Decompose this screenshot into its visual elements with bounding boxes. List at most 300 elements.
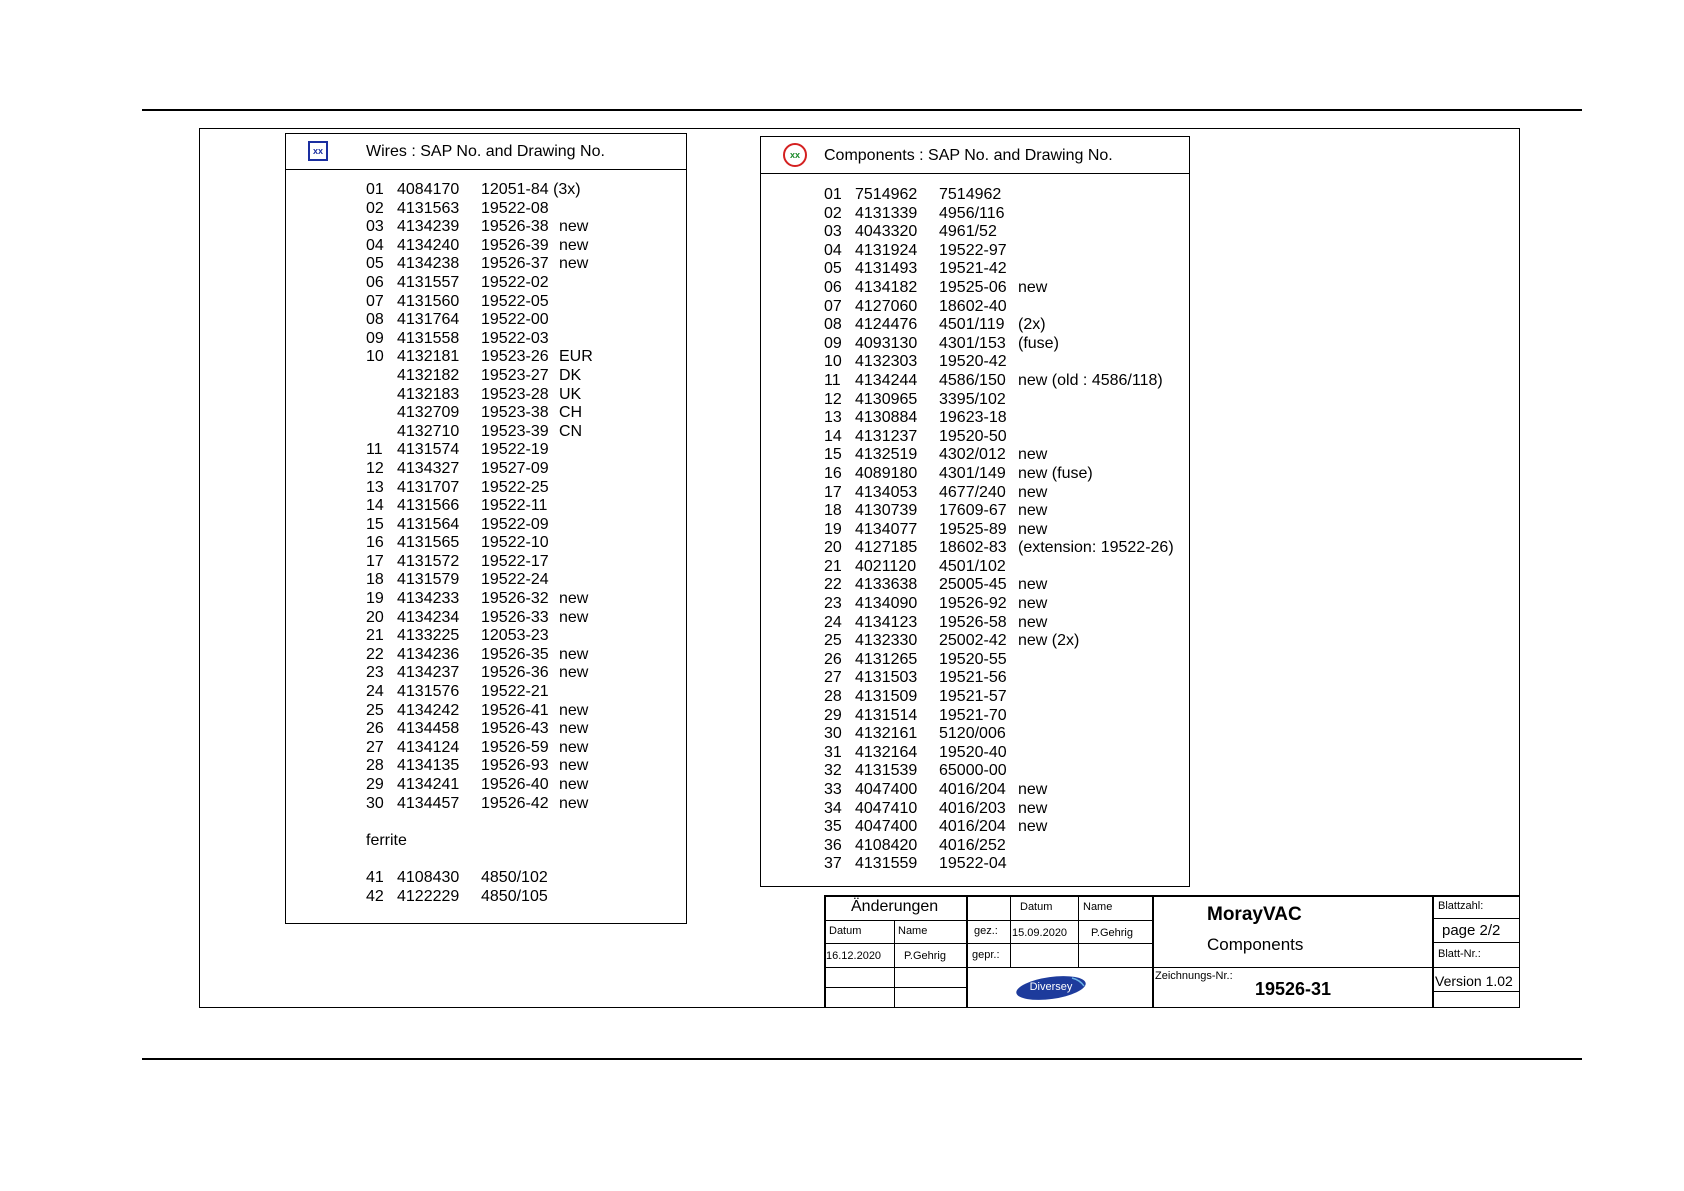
row-drawing-number: 19520-55 [939, 650, 1007, 668]
row-drawing-number: 19525-89 [939, 520, 1007, 538]
row-sap-number: 4131237 [855, 427, 918, 445]
row-position: 17 [366, 552, 384, 570]
drawing-no-label: Zeichnungs-Nr.: [1155, 970, 1233, 982]
row-note: EUR [559, 348, 593, 366]
row-position: 24 [366, 683, 384, 701]
list-row [366, 609, 676, 628]
row-sap-number: 4131493 [855, 260, 918, 278]
row-drawing-number: 19522-21 [481, 683, 549, 701]
row-drawing-number: 19526-93 [481, 757, 549, 775]
row-position: 23 [824, 595, 842, 613]
list-row [824, 260, 1184, 279]
row-sap-number: 4134457 [397, 794, 460, 812]
list-row [824, 837, 1184, 856]
row-position: 22 [824, 576, 842, 594]
row-sap-number: 4131764 [397, 311, 460, 329]
row-drawing-number: 3395/102 [939, 390, 1006, 408]
row-drawing-number: 19522-24 [481, 571, 549, 589]
row-sap-number: 4134124 [397, 738, 460, 756]
row-sap-number: 4093130 [855, 334, 918, 352]
row-drawing-number: 4016/252 [939, 836, 1006, 854]
row-note: new (old : 4586/118) [1018, 371, 1163, 389]
row-position: 01 [824, 186, 842, 203]
row-drawing-number: 19526-36 [481, 664, 549, 682]
row-drawing-number: 4302/012 [939, 446, 1006, 464]
wires-panel-header [286, 134, 686, 170]
list-row [366, 888, 676, 907]
list-row [366, 255, 676, 274]
row-drawing-number: 19526-35 [481, 645, 549, 663]
row-drawing-number: 4016/204 [939, 781, 1006, 798]
list-row [824, 576, 1184, 595]
row-drawing-number: 4961/52 [939, 223, 997, 241]
row-sap-number: 4130739 [855, 502, 918, 520]
row-position: 41 [366, 868, 384, 886]
row-drawing-number: 4586/150 [939, 371, 1006, 389]
row-position: 34 [824, 799, 842, 817]
row-sap-number: 4132519 [855, 446, 918, 464]
list-row [366, 404, 676, 423]
sheets-value: page 2/2 [1442, 922, 1501, 939]
row-drawing-number: 19521-42 [939, 260, 1007, 278]
row-drawing-number: 19623-18 [939, 409, 1007, 427]
row-sap-number: 4132183 [397, 385, 460, 403]
row-drawing-number: 7514962 [939, 186, 1002, 203]
row-position: 10 [824, 353, 842, 371]
row-note: new [559, 757, 589, 775]
row-position: 27 [824, 669, 842, 687]
gepr-label: gepr.: [972, 949, 1000, 961]
row-drawing-number: 19521-70 [939, 706, 1007, 724]
row-note: new [1018, 595, 1048, 613]
row-note: new (2x) [1018, 632, 1080, 650]
row-sap-number: 4134239 [397, 218, 460, 236]
sheet-no-label: Blatt-Nr.: [1438, 948, 1481, 960]
row-position: 12 [366, 459, 384, 477]
row-drawing-number: 19526-38 [481, 218, 549, 236]
row-drawing-number: 19520-50 [939, 427, 1007, 445]
row-sap-number: 4131572 [397, 552, 460, 570]
wires-title: Wires : SAP No. and Drawing No. [366, 143, 605, 160]
list-row [366, 534, 676, 553]
row-position: 18 [366, 571, 384, 589]
row-position: 33 [824, 781, 842, 798]
row-note: new [559, 608, 589, 626]
row-drawing-number: 19522-10 [481, 534, 549, 552]
row-position: 29 [824, 706, 842, 724]
list-row [366, 739, 676, 758]
row-drawing-number: 19526-58 [939, 613, 1007, 631]
list-row [366, 237, 676, 256]
row-note: new [1018, 502, 1048, 520]
change-date: 16.12.2020 [826, 950, 882, 962]
row-sap-number: 4134327 [397, 459, 460, 477]
row-sap-number: 4133225 [397, 627, 460, 645]
list-row [366, 627, 676, 646]
row-sap-number: 7514962 [855, 186, 918, 203]
row-note: new [559, 738, 589, 756]
row-position: 16 [824, 464, 842, 482]
row-sap-number: 4131503 [855, 669, 918, 687]
row-note: new [1018, 520, 1048, 538]
row-sap-number: 4134240 [397, 236, 460, 254]
row-note: new [1018, 799, 1048, 817]
row-sap-number: 4131564 [397, 515, 460, 533]
list-row [824, 651, 1184, 670]
row-sap-number: 4131559 [855, 855, 918, 873]
row-note: new [1018, 818, 1048, 836]
list-row [366, 181, 676, 200]
list-row [366, 293, 676, 312]
row-sap-number: 4108430 [397, 868, 460, 886]
list-row [824, 409, 1184, 428]
gez-name-header: Name [1083, 901, 1113, 913]
gez-name: P.Gehrig [1091, 927, 1133, 939]
row-sap-number: 4133638 [855, 576, 918, 594]
row-note: new [559, 701, 589, 719]
row-drawing-number: 19523-39 [481, 422, 549, 440]
row-drawing-number: 4016/203 [939, 799, 1006, 817]
row-sap-number: 4131924 [855, 241, 918, 259]
list-row [366, 497, 676, 516]
list-row [366, 479, 676, 498]
row-drawing-number: 12053-23 [481, 627, 549, 645]
row-note: CN [559, 422, 583, 440]
list-row [366, 553, 676, 572]
row-sap-number: 4132181 [397, 348, 460, 366]
row-sap-number: 4047400 [855, 781, 918, 798]
row-drawing-number: 18602-40 [939, 297, 1007, 315]
row-position: 03 [824, 223, 842, 241]
row-position: 21 [824, 557, 842, 575]
drawing-no: 19526-31 [1255, 979, 1332, 999]
row-sap-number: 4047410 [855, 799, 918, 817]
row-position: 02 [366, 199, 384, 217]
row-sap-number: 4134241 [397, 776, 460, 793]
row-note: new [1018, 613, 1048, 631]
row-drawing-number: 4956/116 [939, 204, 1005, 222]
list-row [824, 242, 1184, 261]
component-circle-icon: xx [783, 143, 807, 167]
row-sap-number: 4131565 [397, 534, 460, 552]
list-row [366, 776, 676, 795]
row-drawing-number: 19522-08 [481, 199, 549, 217]
row-position: 03 [366, 218, 384, 236]
row-position: 16 [366, 534, 384, 552]
list-row [824, 558, 1184, 577]
row-drawing-number: 19526-33 [481, 608, 549, 626]
row-sap-number: 4134182 [855, 278, 918, 296]
row-position: 05 [824, 260, 842, 278]
row-sap-number: 4131563 [397, 199, 460, 217]
list-row [824, 800, 1184, 819]
row-drawing-number: 19522-02 [481, 273, 549, 291]
row-position: 10 [366, 348, 384, 366]
list-row [824, 855, 1184, 874]
row-sap-number: 4084170 [397, 181, 460, 198]
row-drawing-number: 4501/119 [939, 316, 1005, 334]
row-sap-number: 4134458 [397, 720, 460, 738]
row-drawing-number: 19522-97 [939, 241, 1007, 259]
row-drawing-number: 25002-42 [939, 632, 1007, 650]
row-position: 11 [366, 441, 383, 459]
row-position: 25 [366, 701, 384, 719]
bottom-rule [142, 1058, 1582, 1060]
row-position: 15 [824, 446, 842, 464]
top-rule [142, 109, 1582, 111]
list-row [824, 484, 1184, 503]
list-row [824, 335, 1184, 354]
row-sap-number: 4131558 [397, 329, 460, 347]
row-drawing-number: 19526-39 [481, 236, 549, 254]
row-note: new [559, 720, 589, 738]
row-note: (extension: 19522-26) [1018, 539, 1174, 557]
row-note: CH [559, 404, 583, 422]
list-row [366, 795, 676, 814]
row-sap-number: 4134238 [397, 255, 460, 273]
row-drawing-number: 4301/153 [939, 334, 1006, 352]
row-sap-number: 4122229 [397, 887, 460, 905]
row-position: 24 [824, 613, 842, 631]
changes-label: Änderungen [851, 898, 939, 915]
row-position: 21 [366, 627, 384, 645]
row-drawing-number: 19526-32 [481, 590, 549, 608]
row-sap-number: 4131576 [397, 683, 460, 701]
row-drawing-number: 19522-11 [481, 497, 548, 515]
list-row [366, 571, 676, 590]
row-drawing-number: 19522-25 [481, 478, 549, 496]
list-row [824, 669, 1184, 688]
row-sap-number: 4021120 [855, 557, 917, 575]
list-row [366, 441, 676, 460]
row-position: 32 [824, 762, 842, 780]
row-position: 09 [366, 329, 384, 347]
row-sap-number: 4134236 [397, 645, 460, 663]
list-row [824, 688, 1184, 707]
list-row [824, 781, 1184, 800]
wires-list [366, 181, 676, 906]
row-position: 12 [824, 390, 842, 408]
list-row [824, 725, 1184, 744]
row-position: 28 [366, 757, 384, 775]
row-sap-number: 4134053 [855, 483, 918, 501]
row-sap-number: 4134123 [855, 613, 918, 631]
list-row [824, 446, 1184, 465]
row-position: 17 [824, 483, 842, 501]
row-drawing-number: 65000-00 [939, 762, 1007, 780]
row-drawing-number: 19526-40 [481, 776, 549, 793]
row-note: new [1018, 576, 1048, 594]
list-row [366, 590, 676, 609]
row-sap-number: 4132709 [397, 404, 460, 422]
row-position: 27 [366, 738, 384, 756]
list-row [366, 348, 676, 367]
list-row [824, 223, 1184, 242]
row-sap-number: 4132330 [855, 632, 918, 650]
change-name: P.Gehrig [904, 950, 946, 962]
list-row [366, 646, 676, 665]
row-sap-number: 4134237 [397, 664, 460, 682]
row-sap-number: 4130884 [855, 409, 918, 427]
row-position: 26 [366, 720, 384, 738]
row-sap-number: 4131560 [397, 292, 460, 310]
row-position: 23 [366, 664, 384, 682]
row-position: 04 [366, 236, 384, 254]
row-sap-number: 4089180 [855, 464, 918, 482]
row-position: 19 [366, 590, 384, 608]
row-drawing-number: 19523-26 [481, 348, 549, 366]
row-sap-number: 4134244 [855, 371, 918, 389]
row-position: 14 [366, 497, 384, 515]
list-row [824, 744, 1184, 763]
row-drawing-number: 19526-37 [481, 255, 549, 273]
list-row [366, 200, 676, 219]
row-position: 06 [824, 278, 842, 296]
row-sap-number: 4131574 [397, 441, 460, 459]
list-row [824, 353, 1184, 372]
row-drawing-number: 19520-42 [939, 353, 1007, 371]
row-note: new [1018, 483, 1048, 501]
row-position: 05 [366, 255, 384, 273]
row-sap-number: 4131557 [397, 273, 460, 291]
list-row [366, 757, 676, 776]
row-sap-number: 4134077 [855, 520, 918, 538]
list-row [366, 218, 676, 237]
row-drawing-number: 19521-57 [939, 688, 1007, 706]
components-list [824, 186, 1184, 874]
row-note: DK [559, 366, 582, 384]
list-row [824, 595, 1184, 614]
row-note: new [559, 255, 589, 273]
row-drawing-number: 4850/105 [481, 887, 548, 905]
row-sap-number: 4132710 [397, 422, 460, 440]
row-note: new [559, 218, 589, 236]
row-drawing-number: 19527-09 [481, 459, 549, 477]
list-row [824, 428, 1184, 447]
row-drawing-number: 19526-41 [481, 701, 549, 719]
drawing-subject: Components [1207, 935, 1304, 954]
row-note: new [1018, 278, 1048, 296]
row-note: new [1018, 446, 1048, 464]
change-date-header: Datum [829, 925, 862, 937]
list-row [824, 539, 1184, 558]
row-drawing-number: 4016/204 [939, 818, 1006, 836]
row-drawing-number: 19521-56 [939, 669, 1007, 687]
row-position: 28 [824, 688, 842, 706]
row-note: new [559, 776, 589, 793]
row-position: 20 [824, 539, 842, 557]
row-position: 25 [824, 632, 842, 650]
list-row [366, 702, 676, 721]
list-row [366, 683, 676, 702]
row-sap-number: 4134233 [397, 590, 460, 608]
list-row [366, 386, 676, 405]
row-sap-number: 4127060 [855, 297, 918, 315]
row-position: 29 [366, 776, 384, 793]
row-drawing-number: 5120/006 [939, 725, 1006, 743]
wires-panel [285, 133, 687, 924]
list-row [366, 311, 676, 330]
list-row [824, 205, 1184, 224]
row-sap-number: 4134135 [397, 757, 460, 775]
row-note: new [1018, 781, 1048, 798]
row-drawing-number: 19526-92 [939, 595, 1007, 613]
row-sap-number: 4132182 [397, 366, 460, 384]
row-sap-number: 4043320 [855, 223, 918, 241]
row-drawing-number: 19523-38 [481, 404, 549, 422]
row-position: 35 [824, 818, 842, 836]
row-sap-number: 4131339 [855, 204, 918, 222]
row-drawing-number: 19523-27 [481, 366, 549, 384]
gez-label: gez.: [974, 925, 998, 937]
row-position: 15 [366, 515, 384, 533]
list-row [824, 818, 1184, 837]
row-drawing-number: 19526-42 [481, 794, 549, 812]
version: Version 1.02 [1435, 973, 1513, 989]
row-position: 18 [824, 502, 842, 520]
row-drawing-number: 19522-19 [481, 441, 549, 459]
row-note: (2x) [1018, 316, 1046, 334]
row-position: 13 [824, 409, 842, 427]
row-sap-number: 4132164 [855, 743, 918, 761]
list-row [824, 391, 1184, 410]
row-position: 07 [824, 297, 842, 315]
list-row [366, 423, 676, 442]
title-block [824, 895, 1520, 1008]
components-panel [760, 136, 1190, 887]
list-row [824, 316, 1184, 335]
row-position: 02 [824, 204, 842, 222]
row-position: 13 [366, 478, 384, 496]
row-drawing-number: 19523-28 [481, 385, 549, 403]
row-position: 26 [824, 650, 842, 668]
row-drawing-number: 19522-17 [481, 552, 549, 570]
row-drawing-number: 19525-06 [939, 278, 1007, 296]
list-row [366, 869, 676, 888]
row-position: 09 [824, 334, 842, 352]
sheets-label: Blattzahl: [1438, 900, 1484, 912]
row-note: (fuse) [1018, 334, 1059, 352]
diversey-logo-text: Diversey [1029, 981, 1073, 993]
list-row [824, 762, 1184, 781]
row-sap-number: 4132161 [855, 725, 918, 743]
row-sap-number: 4134090 [855, 595, 918, 613]
wire-box-icon: xx [308, 141, 328, 161]
row-position: 08 [366, 311, 384, 329]
row-position: 19 [824, 520, 842, 538]
row-sap-number: 4131579 [397, 571, 460, 589]
list-row [824, 186, 1184, 205]
row-note: new (fuse) [1018, 464, 1093, 482]
components-panel-header [761, 137, 1189, 174]
row-sap-number: 4047400 [855, 818, 918, 836]
list-row [824, 279, 1184, 298]
list-row [366, 516, 676, 535]
list-row [824, 632, 1184, 651]
gez-date: 15.09.2020 [1012, 927, 1068, 939]
row-sap-number: 4131514 [855, 706, 918, 724]
row-position: 20 [366, 608, 384, 626]
row-note: new [559, 645, 589, 663]
list-row [824, 372, 1184, 391]
row-position: 22 [366, 645, 384, 663]
row-drawing-number: 4677/240 [939, 483, 1006, 501]
diversey-logo [1014, 974, 1088, 1002]
row-drawing-number: 17609-67 [939, 502, 1007, 520]
row-note: new [559, 664, 589, 682]
row-note: new [559, 590, 589, 608]
row-sap-number: 4131566 [397, 497, 460, 515]
